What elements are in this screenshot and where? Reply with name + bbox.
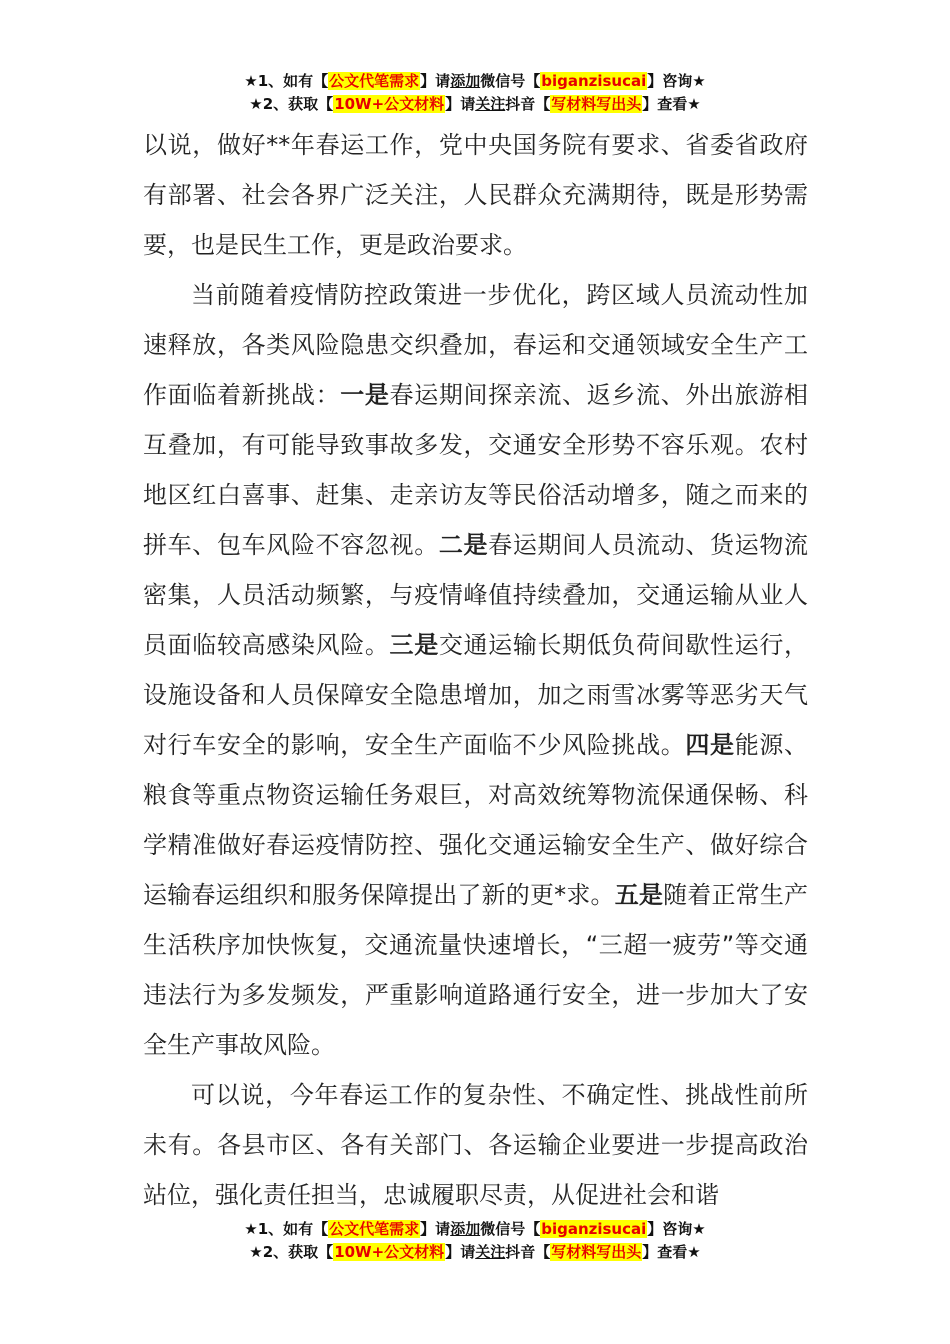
banner-line-2: ★2、获取【10W+公文材料】请关注抖音【写材料写出头】查看★ (249, 95, 701, 113)
document-body (143, 120, 808, 1220)
highlight-materials: 10W+公文材料 (334, 1243, 445, 1261)
highlight-douyin: 写材料写出头 (551, 95, 642, 113)
highlight-service: 公文代笔需求 (329, 1220, 420, 1238)
highlight-materials: 10W+公文材料 (334, 95, 445, 113)
keyword-fourth: 四是 (685, 731, 735, 759)
keyword-first: 一是 (340, 381, 390, 409)
keyword-second: 二是 (438, 531, 489, 559)
banner-line-2: ★2、获取【10W+公文材料】请关注抖音【写材料写出头】查看★ (249, 1243, 701, 1261)
paragraph-1: 以说，做好**年春运工作，党中央国务院有要求、省委省政府有部署、社会各界广泛关注，人民群众充满期待，既是形势需要，也是民生工作，更是政治要求。 (143, 131, 808, 259)
banner-line-1: ★1、如有【公文代笔需求】请添加微信号【biganzisucai】咨询★ (244, 72, 706, 90)
paragraph-2: 当前随着疫情防控政策进一步优化，跨区域人员流动性加速释放，各类风险隐患交织叠加，春运和交通领域安全生产工作面临着新挑战：一是春运期间探亲流、返乡流、外出旅游相互叠加，有可能导致事故多发，交通安全形势不容乐观。农村地区红白喜事、赶集、走亲访友等民俗活动增多，随之而来的拼车、包车风险不容忽视。二是春运期间人员流动、货运物流密集，人员活动频繁，与疫情峰值持续叠加，交通运输从业人员面临较高感染风险。三是交通运输长期低负荷间歇性运行，设施设备和人员保障安全隐患增加，加之雨雪冰雾等恶劣天气对行车安全的影响，安全生产面临不少风险挑战。四是能源、粮食等重点物资运输任务艰巨，对高效统筹物流保通保畅、科学精准做好春运疫情防控、强化交通运输安全生产、做好综合运输春运组织和服务保障提出了新的更*求。五是随着正常生产生活秩序加快恢复，交通流量快速增长，“三超一疲劳”等交通违法行为多发频发，严重影响道路通行安全，进一步加大了安全生产事故风险。 (143, 281, 809, 1059)
paragraph-3: 可以说，今年春运工作的复杂性、不确定性、挑战性前所未有。各县市区、各有关部门、各运输企业要进一步提高政治站位，强化责任担当，忠诚履职尽责，从促进社会和谐 (143, 1081, 808, 1209)
highlight-service: 公文代笔需求 (329, 72, 420, 90)
keyword-third: 三是 (389, 631, 439, 659)
banner-line-1: ★1、如有【公文代笔需求】请添加微信号【biganzisucai】咨询★ (244, 1220, 706, 1238)
highlight-douyin: 写材料写出头 (551, 1243, 642, 1261)
highlight-wechat-id: biganzisucai (541, 1220, 647, 1238)
keyword-fifth: 五是 (614, 881, 664, 909)
footer-banner (0, 1218, 950, 1264)
header-banner (0, 70, 950, 116)
highlight-wechat-id: biganzisucai (541, 72, 647, 90)
